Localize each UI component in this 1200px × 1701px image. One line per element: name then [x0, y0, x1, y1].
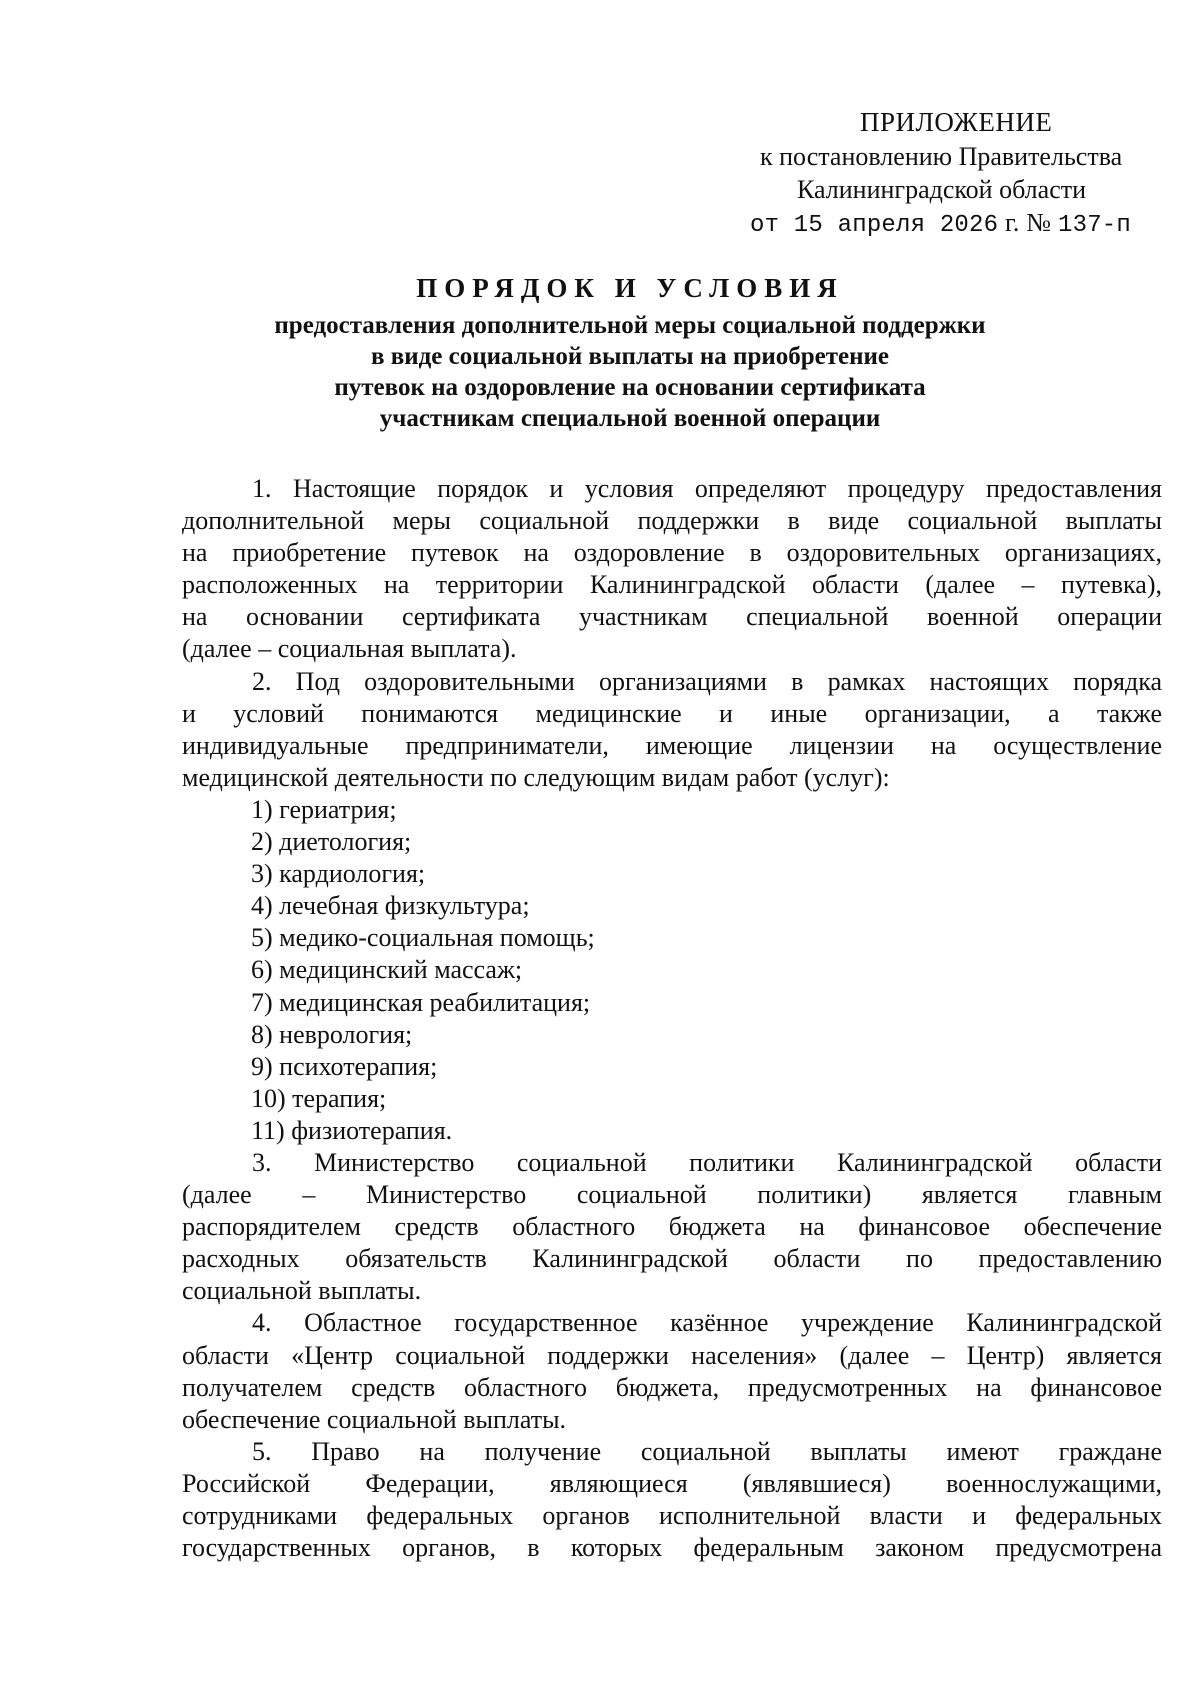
list-item: 7) медицинская реабилитация; — [251, 987, 591, 1017]
appendix-line-resolution: к постановлению Правительства — [760, 142, 1123, 171]
list-item: 1) гериатрия; — [251, 794, 397, 824]
list-item: 10) терапия; — [251, 1083, 387, 1113]
list-item: 2) диетология; — [251, 827, 412, 857]
paragraph-3-line: расходных обязательств Калининградской области по предоставлению — [182, 1244, 1162, 1274]
appendix-block — [660, 104, 1160, 239]
paragraph-2-line: индивидуальные предприниматели, имеющие лицензии на осуществление — [182, 730, 1162, 760]
paragraph-5-line: государственных органов, в которых федеральным законом предусмотрена — [182, 1533, 1162, 1563]
paragraph-1-line: (далее – социальная выплата). — [182, 634, 517, 664]
paragraph-4 — [182, 1307, 1162, 1435]
paragraph-5-line: 5. Право на получение социальной выплаты имеют граждане — [252, 1436, 1162, 1466]
paragraph-3-line: распорядителем средств областного бюджета на финансовое обеспечение — [182, 1212, 1162, 1242]
paragraph-4-line: получателем средств областного бюджета, предусмотренных на финансовое — [182, 1372, 1162, 1402]
appendix-number: 137-п — [1058, 212, 1132, 239]
services-list — [182, 794, 1162, 1147]
list-item: 6) медицинский массаж; — [251, 955, 523, 985]
paragraph-1-line: на основании сертификата участникам специальной военной операции — [182, 602, 1162, 632]
appendix-line-date-number — [660, 206, 1160, 239]
document-heading — [180, 270, 1080, 434]
list-item: 8) неврология; — [251, 1019, 413, 1049]
paragraph-4-line: 4. Областное государственное казённое учреждение Калининградской — [252, 1308, 1162, 1338]
heading-subtitle-line-4: участникам специальной военной операции — [379, 405, 881, 432]
paragraph-2-line: медицинской деятельности по следующим видам работ (услуг): — [182, 762, 890, 792]
heading-subtitle-line-2: в виде социальной выплаты на приобретение — [370, 343, 890, 370]
paragraph-2 — [182, 666, 1162, 794]
paragraph-3 — [182, 1147, 1162, 1307]
appendix-line-region: Калининградской области — [797, 175, 1087, 204]
paragraph-2-line: 2. Под оздоровительными организациями в рамках настоящих порядка — [252, 666, 1162, 696]
paragraph-1 — [182, 473, 1162, 666]
list-item: 11) физиотерапия. — [251, 1115, 453, 1145]
heading-subtitle-line-3: путевок на оздоровление на основании сертификата — [334, 374, 926, 401]
list-item: 5) медико-социальная помощь; — [251, 923, 595, 953]
appendix-title: ПРИЛОЖЕНИЕ — [860, 107, 1053, 137]
paragraph-5-line: Российской Федерации, являющиеся (являвшиеся) военнослужащими, — [182, 1468, 1162, 1498]
appendix-number-label: г. № — [998, 208, 1058, 237]
heading-subtitle-line-1: предоставления дополнительной меры социальной поддержки — [274, 312, 986, 339]
document-body — [182, 473, 1162, 1564]
list-item: 4) лечебная физкультура; — [251, 891, 530, 921]
paragraph-5 — [182, 1436, 1162, 1564]
list-item: 3) кардиология; — [251, 859, 426, 889]
paragraph-4-line: обеспечение социальной выплаты. — [182, 1404, 567, 1434]
paragraph-1-line: расположенных на территории Калининградской области (далее – путевка), — [182, 570, 1162, 600]
paragraph-1-line: дополнительной меры социальной поддержки в виде социальной выплаты — [182, 506, 1162, 536]
paragraph-5-line: сотрудниками федеральных органов исполнительной власти и федеральных — [182, 1501, 1162, 1530]
paragraph-4-line: области «Центр социальной поддержки населения» (далее – Центр) является — [182, 1340, 1162, 1370]
list-item: 9) психотерапия; — [251, 1051, 438, 1081]
appendix-date: от 15 апреля 2026 — [750, 212, 999, 239]
paragraph-3-line: (далее – Министерство социальной политики) является главным — [182, 1180, 1162, 1210]
paragraph-3-line: 3. Министерство социальной политики Калининградской области — [252, 1147, 1162, 1177]
paragraph-1-line: 1. Настоящие порядок и условия определяют процедуру предоставления — [252, 474, 1162, 503]
heading-title: ПОРЯДОК И УСЛОВИЯ — [416, 273, 844, 303]
paragraph-1-line: на приобретение путевок на оздоровление в оздоровительных организациях, — [182, 538, 1162, 568]
paragraph-3-line: социальной выплаты. — [182, 1276, 422, 1306]
paragraph-2-line: и условий понимаются медицинские и иные организации, а также — [182, 698, 1162, 728]
